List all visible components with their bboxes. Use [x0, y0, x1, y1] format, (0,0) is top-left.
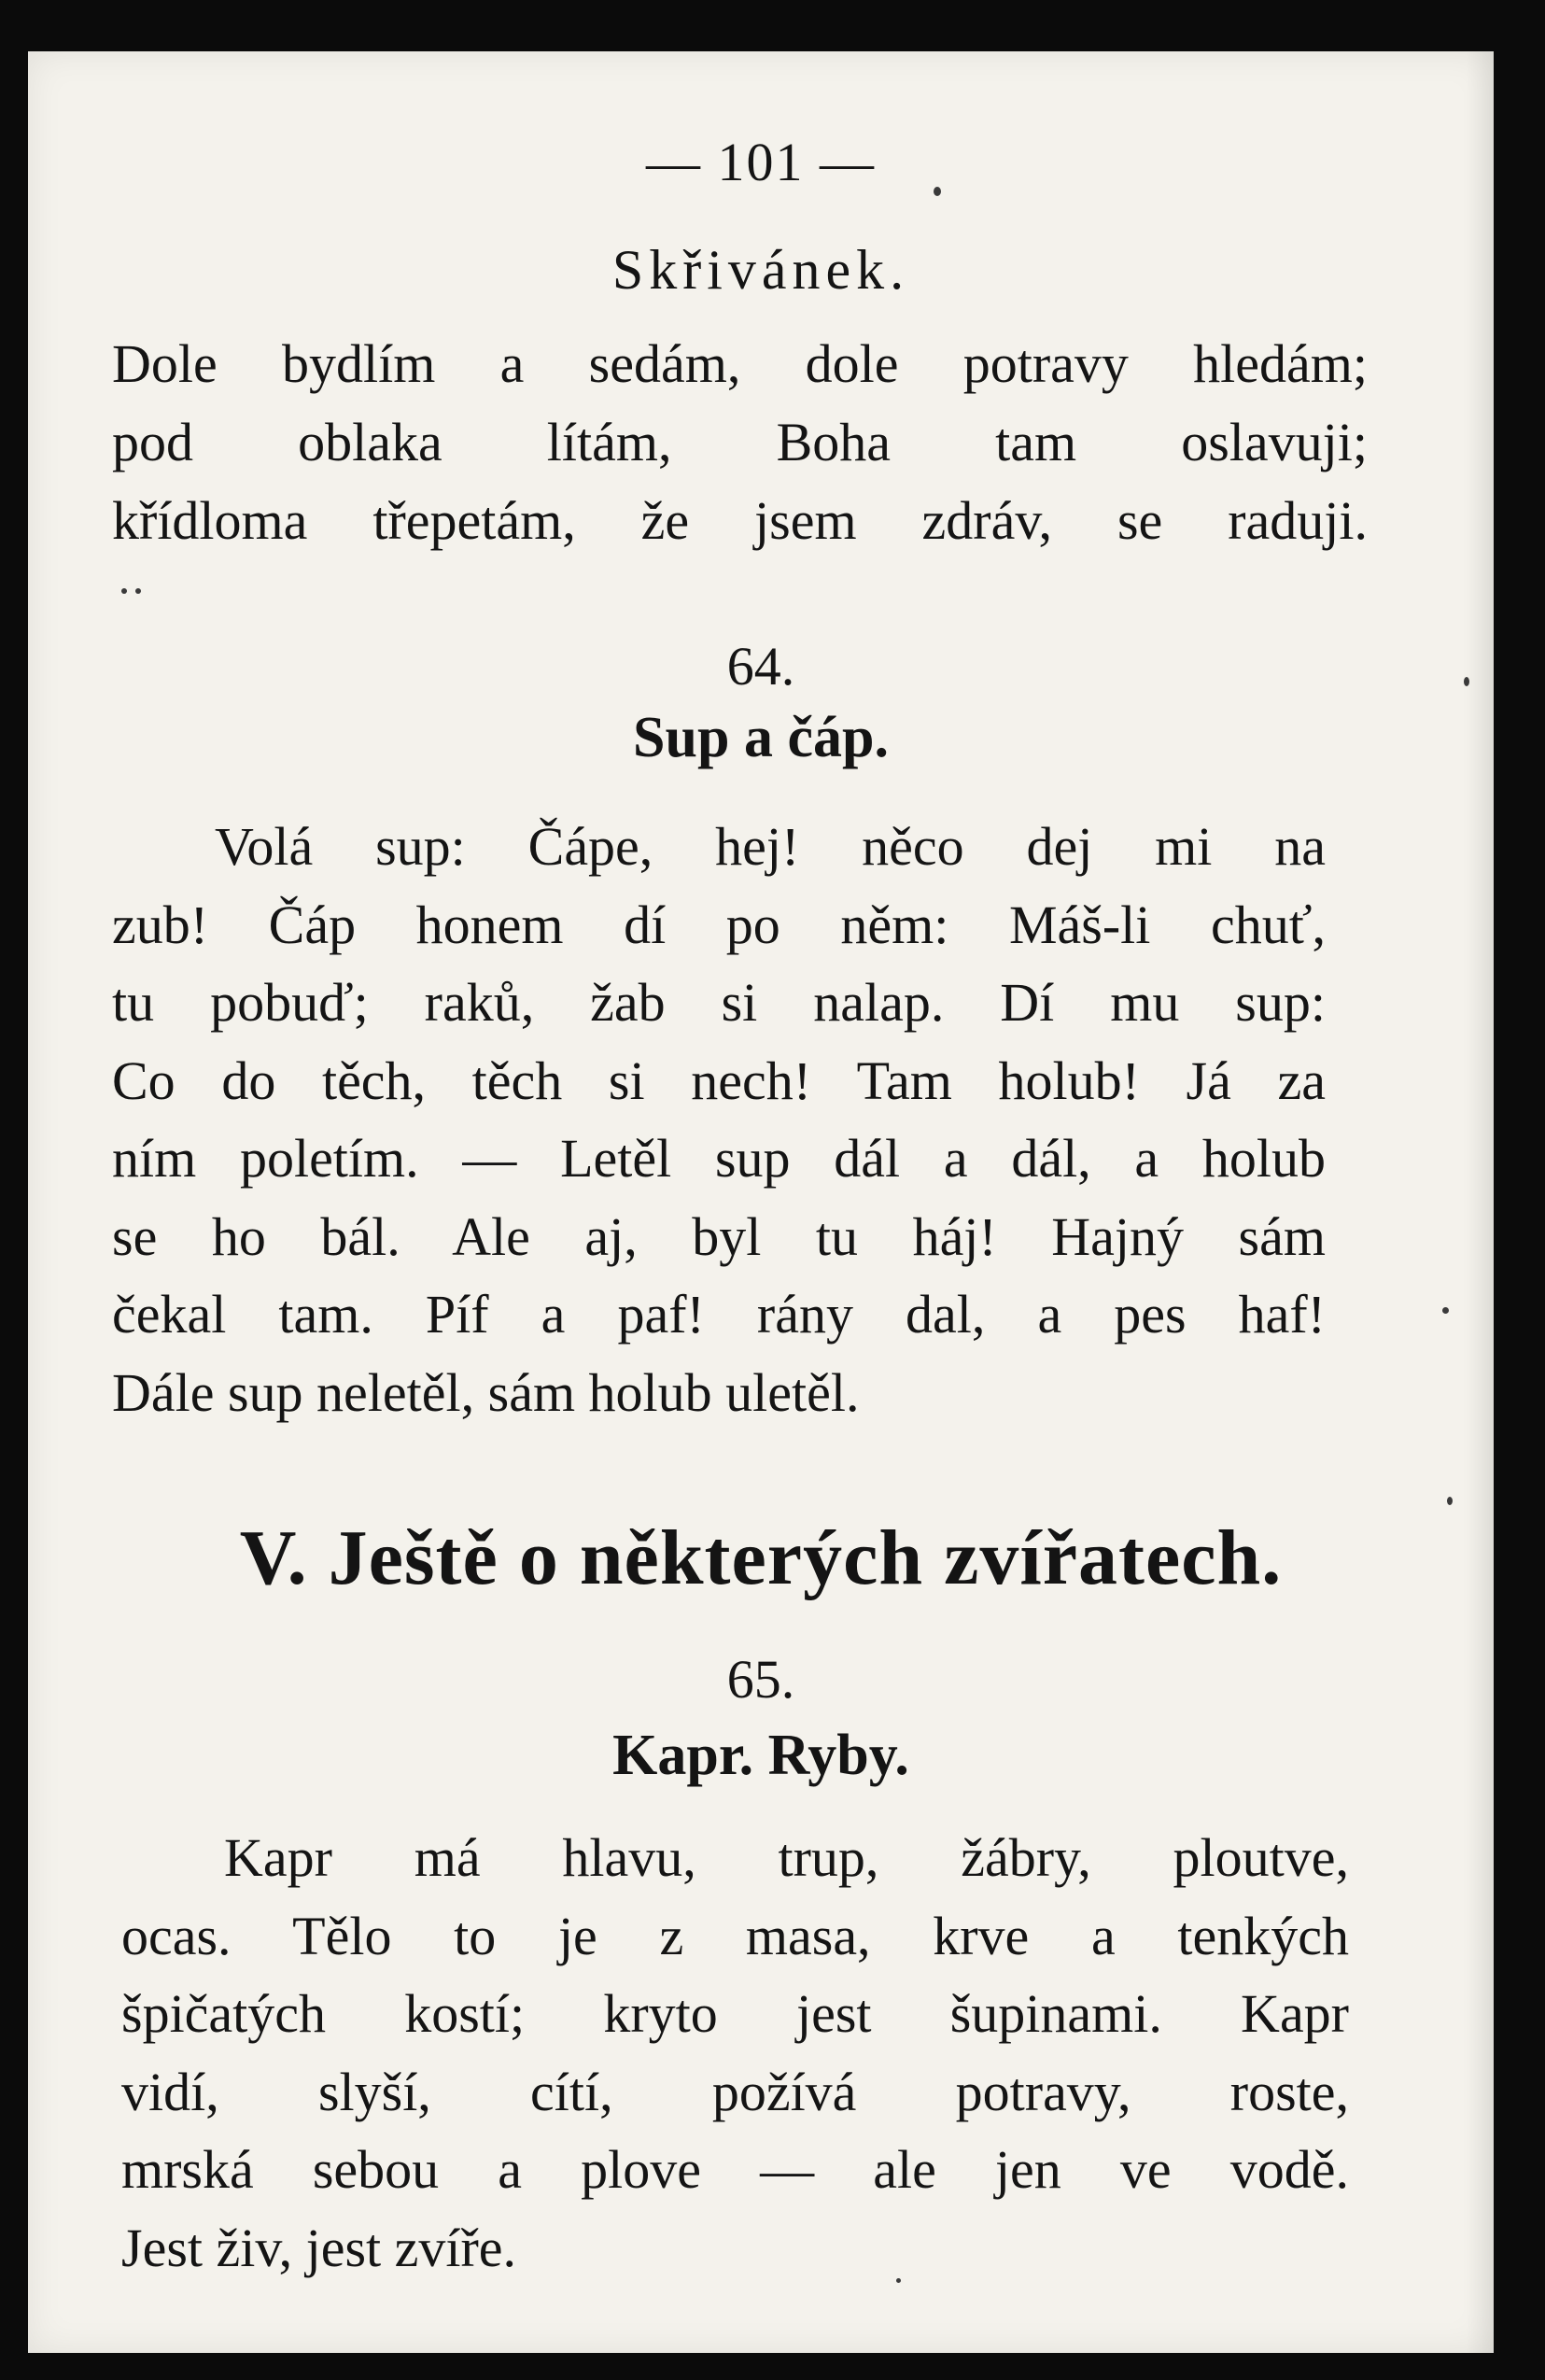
book-page — [28, 51, 1494, 2353]
text-line: ocas. Tělo to je z masa, krve a tenkých — [121, 1905, 1349, 1966]
scan-speck — [1442, 1307, 1449, 1314]
page-edge-shadow — [1466, 51, 1494, 2353]
text-line: špičatých kostí; kryto jest šupinami. Kapr — [121, 1983, 1349, 2044]
text-line: Volá sup: Čápe, hej! něco dej mi na — [215, 816, 1326, 877]
text-line: Kapr má hlavu, trup, žábry, ploutve, — [224, 1827, 1349, 1888]
scan-speck — [1464, 677, 1469, 686]
poem-title: Skřivánek. — [611, 239, 910, 301]
scan-speck — [1447, 1497, 1453, 1505]
poem-text — [112, 325, 1368, 560]
scan-speck — [135, 588, 141, 594]
text-line: ním poletím. — Letěl sup dál a dál, a holub — [112, 1128, 1326, 1189]
section-heading: V. Ještě o některých zvířatech. — [239, 1514, 1283, 1601]
page-number: — 101 — — [646, 132, 876, 192]
story-64-number: 64. — [726, 636, 795, 697]
story-65-title: Kapr. Ryby. — [612, 1724, 909, 1787]
poem-line: Dole bydlím a sedám, dole potravy hledám; — [112, 333, 1368, 394]
text-line: tu pobuď; raků, žab si nalap. Dí mu sup: — [112, 972, 1326, 1033]
story-65-text — [121, 1819, 1349, 2287]
story-64-title: Sup a čáp. — [633, 706, 889, 769]
scan-speck — [896, 2278, 901, 2283]
scan-speck — [934, 187, 941, 196]
poem-line: pod oblaka lítám, Boha tam oslavuji; — [112, 412, 1368, 472]
scan-speck — [121, 588, 127, 594]
text-line: mrská sebou a plove — ale jen ve vodě. — [121, 2139, 1349, 2200]
text-line: čekal tam. Píf a paf! rány dal, a pes haf! — [112, 1284, 1326, 1345]
text-line: vidí, slyší, cítí, požívá potravy, roste, — [121, 2061, 1349, 2122]
story-64-text — [112, 808, 1326, 1431]
text-line: se ho bál. Ale aj, byl tu háj! Hajný sám — [112, 1205, 1326, 1267]
text-line: zub! Čáp honem dí po něm: Máš-li chuť, — [112, 894, 1326, 955]
text-line: Jest živ, jest zvíře. — [121, 2217, 517, 2278]
story-65-number: 65. — [726, 1649, 795, 1710]
text-line: Dále sup neletěl, sám holub uletěl. — [112, 1361, 860, 1423]
poem-line: křídloma třepetám, že jsem zdráv, se raduji. — [112, 490, 1368, 551]
text-line: Co do těch, těch si nech! Tam holub! Já za — [112, 1049, 1326, 1111]
